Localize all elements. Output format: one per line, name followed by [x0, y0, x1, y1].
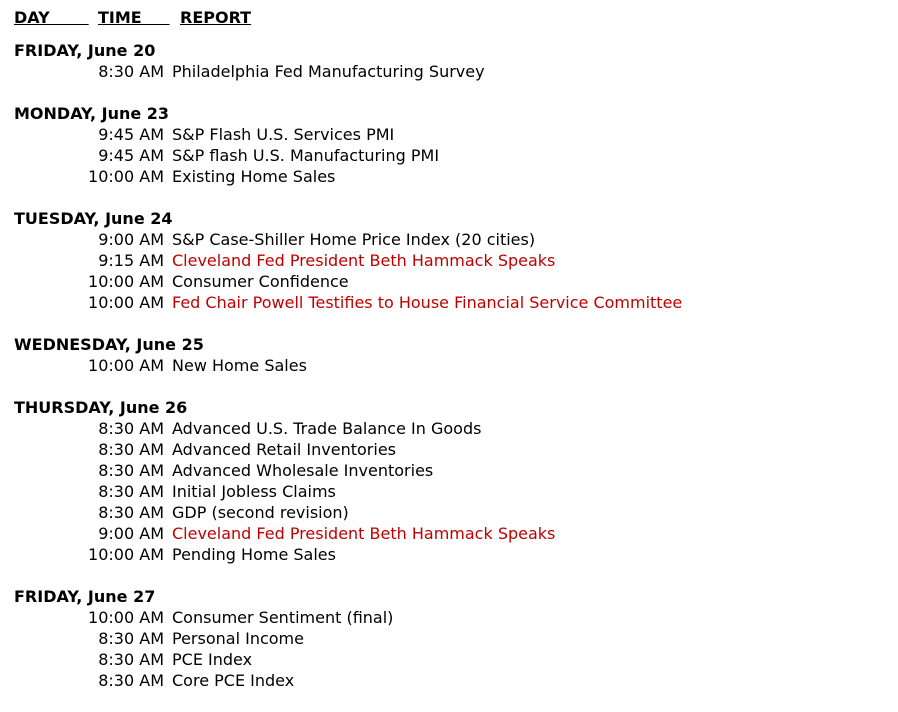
- event-time: 10:00 AM: [88, 545, 164, 564]
- event-report: Pending Home Sales: [172, 545, 336, 564]
- day-heading: MONDAY, June 23: [14, 104, 170, 123]
- event-time: 8:30 AM: [98, 650, 164, 669]
- event-row-fed-speaker: [14, 250, 884, 271]
- event-report: Advanced Retail Inventories: [172, 440, 396, 459]
- day-block: [14, 208, 884, 313]
- event-report: S&P Case-Shiller Home Price Index (20 cities): [172, 230, 536, 249]
- event-row: [14, 649, 884, 670]
- event-row: [14, 544, 884, 565]
- event-report: Personal Income: [172, 629, 304, 648]
- event-row: [14, 502, 884, 523]
- event-time: 8:30 AM: [98, 503, 164, 522]
- event-row: [14, 355, 884, 376]
- event-report: Philadelphia Fed Manufacturing Survey: [172, 62, 485, 81]
- event-row: [14, 166, 884, 187]
- event-report: Fed Chair Powell Testifies to House Financial Service Committee: [172, 293, 683, 312]
- event-row: [14, 628, 884, 649]
- day-heading: TUESDAY, June 24: [14, 209, 173, 228]
- event-time: 8:30 AM: [98, 440, 164, 459]
- event-row: [14, 607, 884, 628]
- event-row: [14, 418, 884, 439]
- event-report: PCE Index: [172, 650, 253, 669]
- event-report: Consumer Confidence: [172, 272, 349, 291]
- event-row: [14, 124, 884, 145]
- day-block: [14, 334, 884, 376]
- event-row-fed-speaker: [14, 523, 884, 544]
- event-row: [14, 61, 884, 82]
- event-report: Cleveland Fed President Beth Hammack Speaks: [172, 524, 556, 543]
- event-time: 9:45 AM: [98, 146, 164, 165]
- event-time: 10:00 AM: [88, 356, 164, 375]
- column-header-report: REPORT: [180, 8, 252, 27]
- event-report: Initial Jobless Claims: [172, 482, 336, 501]
- column-header-time: TIME: [98, 8, 170, 27]
- event-report: S&P Flash U.S. Services PMI: [172, 125, 395, 144]
- event-time: 8:30 AM: [98, 671, 164, 690]
- event-row: [14, 271, 884, 292]
- event-time: 10:00 AM: [88, 167, 164, 186]
- event-row: [14, 670, 884, 691]
- day-heading: FRIDAY, June 20: [14, 41, 156, 60]
- event-report: Cleveland Fed President Beth Hammack Speaks: [172, 251, 556, 270]
- event-time: 10:00 AM: [88, 272, 164, 291]
- event-time: 8:30 AM: [98, 461, 164, 480]
- event-time: 8:30 AM: [98, 482, 164, 501]
- event-report: Advanced Wholesale Inventories: [172, 461, 434, 480]
- event-report: GDP (second revision): [172, 503, 349, 522]
- event-time: 9:15 AM: [98, 251, 164, 270]
- event-time: 8:30 AM: [98, 419, 164, 438]
- event-report: Existing Home Sales: [172, 167, 336, 186]
- column-header-day: DAY: [14, 8, 89, 27]
- event-time: 8:30 AM: [98, 62, 164, 81]
- event-time: 10:00 AM: [88, 293, 164, 312]
- event-time: 9:00 AM: [98, 230, 164, 249]
- column-header-row: [14, 7, 414, 28]
- day-block: [14, 40, 884, 82]
- economic-calendar: [14, 40, 884, 712]
- day-heading: THURSDAY, June 26: [14, 398, 188, 417]
- event-report: Advanced U.S. Trade Balance In Goods: [172, 419, 482, 438]
- day-block: [14, 586, 884, 691]
- event-report: Consumer Sentiment (final): [172, 608, 394, 627]
- event-row: [14, 145, 884, 166]
- event-row: [14, 481, 884, 502]
- event-report: Core PCE Index: [172, 671, 295, 690]
- event-row: [14, 439, 884, 460]
- day-block: [14, 103, 884, 187]
- day-block: [14, 397, 884, 565]
- event-row: [14, 460, 884, 481]
- event-time: 9:00 AM: [98, 524, 164, 543]
- event-time: 9:45 AM: [98, 125, 164, 144]
- event-row-fed-speaker: [14, 292, 884, 313]
- event-report: S&P flash U.S. Manufacturing PMI: [172, 146, 440, 165]
- day-heading: FRIDAY, June 27: [14, 587, 156, 606]
- day-heading: WEDNESDAY, June 25: [14, 335, 204, 354]
- event-time: 10:00 AM: [88, 608, 164, 627]
- event-row: [14, 229, 884, 250]
- event-report: New Home Sales: [172, 356, 307, 375]
- event-time: 8:30 AM: [98, 629, 164, 648]
